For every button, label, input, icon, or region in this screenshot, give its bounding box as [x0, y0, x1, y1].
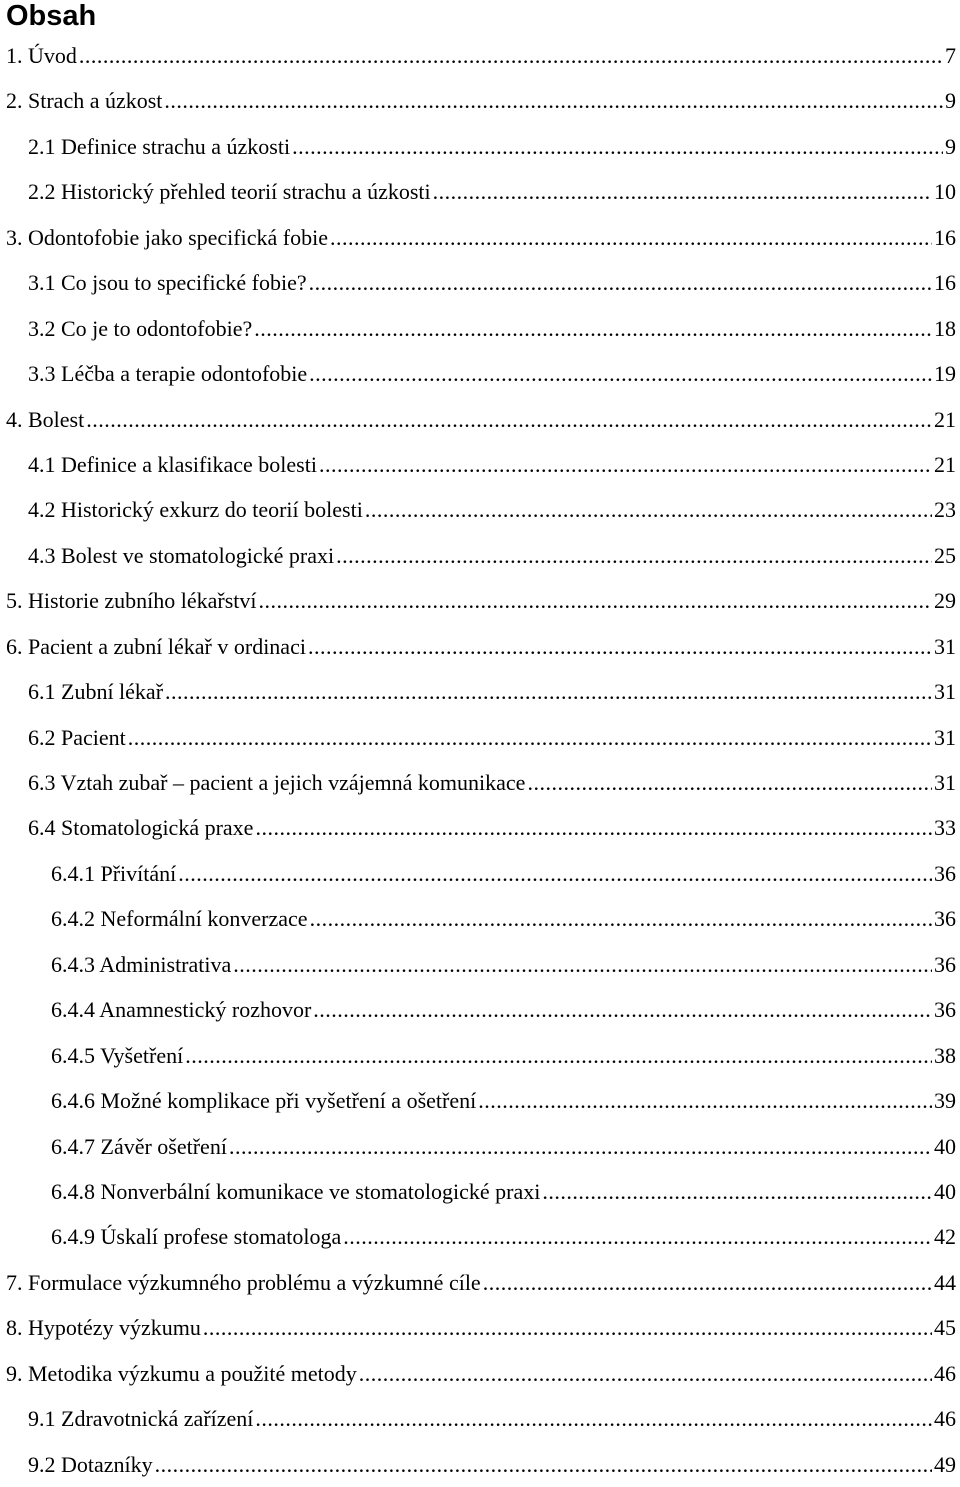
toc-entry-page-number: 36 — [934, 906, 956, 932]
toc-entry-label: 6.4.3 Administrativa — [51, 951, 232, 977]
toc-entry-page-number: 7 — [945, 43, 956, 68]
dot-leader — [319, 442, 932, 487]
toc-entry[interactable] — [0, 987, 960, 1032]
toc-entry-label: 6.4.5 Vyšetření — [51, 1042, 184, 1068]
toc-entry[interactable] — [0, 1442, 960, 1487]
toc-entry[interactable] — [0, 1124, 960, 1169]
toc-entry-page-number: 31 — [934, 770, 956, 795]
toc-entry[interactable] — [0, 805, 960, 850]
dot-leader — [478, 1078, 932, 1123]
toc-entry[interactable] — [0, 306, 960, 351]
toc-entry-page-number: 9 — [945, 133, 956, 159]
toc-entry-label: 6.2 Pacient — [28, 724, 126, 750]
toc-entry-page-number: 25 — [934, 542, 956, 568]
toc-entry-label: 6.1 Zubní lékař — [28, 679, 164, 705]
toc-entry-page-number: 19 — [934, 361, 956, 387]
toc-entry-label: 6.4.6 Možné komplikace při vyšetření a ošetření — [51, 1088, 477, 1114]
toc-entry-page-number: 49 — [934, 1451, 956, 1477]
toc-entry-label: 3.2 Co je to odontofobie? — [28, 315, 253, 341]
toc-entry-label: 6.4.1 Přivítání — [51, 860, 177, 886]
toc-entry-label: 3. Odontofobie jako specifická fobie — [6, 224, 328, 250]
toc-entry-page-number: 40 — [934, 1133, 956, 1159]
toc-entry[interactable] — [0, 942, 960, 987]
toc-entry[interactable] — [0, 1260, 960, 1305]
toc-entry[interactable] — [0, 124, 960, 169]
toc-entry-page-number: 39 — [934, 1088, 956, 1114]
dot-leader — [343, 1214, 932, 1259]
toc-entry[interactable] — [0, 760, 960, 805]
toc-entry[interactable] — [0, 487, 960, 532]
dot-leader — [309, 351, 932, 396]
toc-entry[interactable] — [0, 1033, 960, 1078]
toc-entry-page-number: 18 — [934, 315, 956, 341]
toc-entry[interactable] — [0, 1396, 960, 1441]
toc-entry-label: 4. Bolest — [6, 406, 85, 432]
toc-entry-page-number: 31 — [934, 679, 956, 705]
toc-entry-label: 5. Historie zubního lékařství — [6, 588, 257, 614]
toc-entry-label: 9. Metodika výzkumu a použité metody — [6, 1360, 357, 1386]
toc-entry-page-number: 31 — [934, 633, 956, 659]
toc-entry[interactable] — [0, 260, 960, 305]
toc-entry-label: 8. Hypotézy výzkumu — [6, 1315, 201, 1341]
dot-leader — [233, 942, 932, 987]
toc-entry-label: 2.1 Definice strachu a úzkosti — [28, 133, 291, 159]
toc-entry-page-number: 33 — [934, 815, 956, 841]
toc-entry-label: 3.1 Co jsou to specifické fobie? — [28, 270, 307, 296]
toc-entry-page-number: 21 — [934, 451, 956, 477]
toc-entry[interactable] — [0, 1305, 960, 1350]
toc-entry-label: 9.2 Dotazníky — [28, 1451, 153, 1477]
toc-entry-page-number: 21 — [934, 406, 956, 432]
dot-leader — [155, 1442, 932, 1487]
dot-leader — [79, 33, 943, 78]
toc-entry[interactable] — [0, 1169, 960, 1214]
toc-entry-label: 4.1 Definice a klasifikace bolesti — [28, 451, 317, 477]
toc-entry-label: 1. Úvod — [6, 43, 77, 68]
toc-entry[interactable] — [0, 351, 960, 396]
toc-entry-label: 7. Formulace výzkumného problému a výzkumné cíle — [6, 1269, 481, 1295]
toc-entry-label: 2. Strach a úzkost — [6, 88, 163, 114]
toc-entry-page-number: 36 — [934, 951, 956, 977]
toc-entry-page-number: 10 — [934, 179, 956, 205]
toc-entry-label: 6.4 Stomatologická praxe — [28, 815, 254, 841]
toc-entry-label: 3.3 Léčba a terapie odontofobie — [28, 361, 308, 387]
toc-entry[interactable] — [0, 669, 960, 714]
dot-leader — [310, 896, 932, 941]
dot-leader — [308, 624, 932, 669]
toc-entry[interactable] — [0, 215, 960, 260]
toc-entry-page-number: 9 — [945, 88, 956, 114]
toc-entry-page-number: 23 — [934, 497, 956, 523]
toc-entry-label: 6.3 Vztah zubař – pacient a jejich vzájemná komunikace — [28, 770, 526, 795]
toc-entry-label: 6.4.7 Závěr ošetření — [51, 1133, 227, 1159]
toc-entry-page-number: 46 — [934, 1406, 956, 1432]
toc-entry-page-number: 42 — [934, 1224, 956, 1250]
toc-entry-page-number: 45 — [934, 1315, 956, 1341]
toc-entry-page-number: 29 — [934, 588, 956, 614]
dot-leader — [255, 1396, 932, 1441]
toc-entry[interactable] — [0, 442, 960, 487]
toc-entry-label: 2.2 Historický přehled teorií strachu a úzkosti — [28, 179, 431, 205]
dot-leader — [255, 805, 932, 850]
toc-entry-page-number: 16 — [934, 270, 956, 296]
toc-entry[interactable] — [0, 1214, 960, 1259]
dot-leader — [483, 1260, 932, 1305]
dot-leader — [542, 1169, 932, 1214]
toc-title: Obsah — [6, 0, 97, 32]
toc-entry-label: 6. Pacient a zubní lékař v ordinaci — [6, 633, 306, 659]
toc-entry-page-number: 38 — [934, 1042, 956, 1068]
toc-entry-label: 4.2 Historický exkurz do teorií bolesti — [28, 497, 363, 523]
dot-leader — [229, 1124, 932, 1169]
toc-entry[interactable] — [0, 715, 960, 760]
toc-entry-label: 9.1 Zdravotnická zařízení — [28, 1406, 254, 1432]
dot-leader — [86, 397, 932, 442]
toc-entry[interactable] — [0, 169, 960, 214]
toc-entry[interactable] — [0, 851, 960, 896]
dot-leader — [292, 124, 943, 169]
toc-entry-label: 6.4.4 Anamnestický rozhovor — [51, 997, 312, 1023]
dot-leader — [527, 760, 932, 805]
toc-entry[interactable] — [0, 1351, 960, 1396]
dot-leader — [330, 215, 932, 260]
dot-leader — [433, 169, 932, 214]
dot-leader — [309, 260, 932, 305]
toc-entry-label: 6.4.2 Neformální konverzace — [51, 906, 308, 932]
dot-leader — [336, 533, 932, 578]
dot-leader — [128, 715, 932, 760]
toc-entry[interactable] — [0, 533, 960, 578]
toc-entry[interactable] — [0, 896, 960, 941]
dot-leader — [365, 487, 932, 532]
toc-entry[interactable] — [0, 397, 960, 442]
toc-entry-page-number: 16 — [934, 224, 956, 250]
dot-leader — [185, 1033, 932, 1078]
dot-leader — [203, 1305, 932, 1350]
dot-leader — [259, 578, 932, 623]
toc-entry[interactable] — [0, 78, 960, 123]
dot-leader — [359, 1351, 932, 1396]
toc-entry[interactable] — [0, 33, 960, 78]
toc-entry-label: 6.4.8 Nonverbální komunikace ve stomatologické praxi — [51, 1178, 541, 1204]
dot-leader — [164, 78, 943, 123]
dot-leader — [254, 306, 932, 351]
dot-leader — [313, 987, 932, 1032]
toc-entry-page-number: 40 — [934, 1178, 956, 1204]
toc-entry-label: 6.4.9 Úskalí profese stomatologa — [51, 1224, 342, 1250]
toc-entry-label: 4.3 Bolest ve stomatologické praxi — [28, 542, 335, 568]
toc-entry-page-number: 31 — [934, 724, 956, 750]
toc-entry[interactable] — [0, 578, 960, 623]
toc-entry[interactable] — [0, 1078, 960, 1123]
toc-entry-page-number: 46 — [934, 1360, 956, 1386]
toc-entry[interactable] — [0, 624, 960, 669]
toc-entry-page-number: 36 — [934, 997, 956, 1023]
toc-entry-page-number: 44 — [934, 1269, 956, 1295]
table-of-contents — [0, 33, 960, 1487]
dot-leader — [178, 851, 932, 896]
toc-entry-page-number: 36 — [934, 860, 956, 886]
dot-leader — [165, 669, 932, 714]
